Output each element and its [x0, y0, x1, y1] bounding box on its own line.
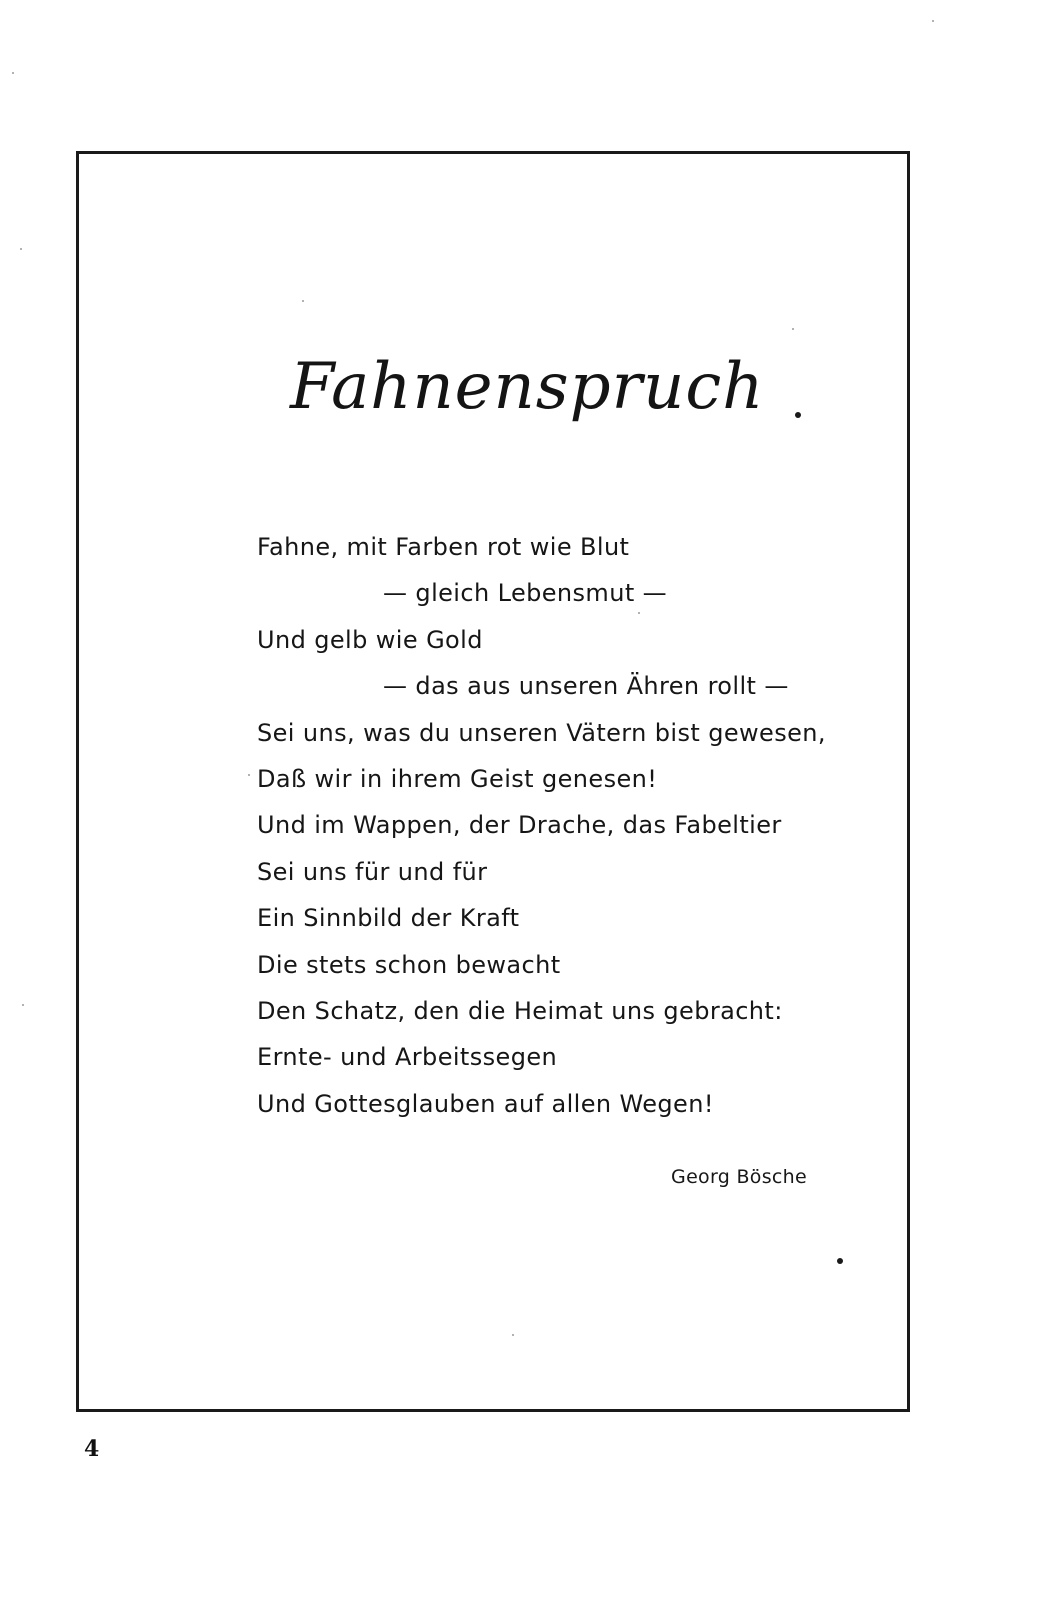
scan-speck [932, 20, 934, 22]
print-dot [837, 1258, 843, 1264]
poem-line: Fahne, mit Farben rot wie Blut [257, 533, 630, 561]
poem-line: Daß wir in ihrem Geist genesen! [257, 764, 658, 793]
print-dot [795, 412, 801, 418]
scan-speck [302, 300, 304, 302]
poem-line: Und Gottesglauben auf allen Wegen! [257, 1089, 714, 1118]
poem-line: Sei uns, was du unseren Vätern bist gewesen, [257, 718, 826, 747]
scan-speck [248, 774, 250, 776]
scan-speck [512, 1334, 514, 1336]
poem-author: Georg Bösche [671, 1166, 807, 1188]
poem-line: Die stets schon bewacht [257, 950, 561, 979]
scan-speck [638, 612, 640, 614]
scan-speck [22, 1004, 24, 1006]
scan-speck [20, 248, 22, 250]
poem-body [257, 524, 826, 1127]
poem-line: — das aus unseren Ähren rollt — [383, 672, 789, 701]
poem-line: Ernte- und Arbeitssegen [257, 1043, 558, 1072]
poem-line: Den Schatz, den die Heimat uns gebracht: [257, 996, 783, 1025]
poem-line: — gleich Lebensmut — [383, 579, 668, 608]
poem-line: Sei uns für und für [257, 857, 488, 886]
scan-speck [792, 328, 794, 330]
poem-line: Ein Sinnbild der Kraft [257, 904, 520, 933]
page-number: 4 [84, 1436, 100, 1462]
poem-title: Fahnenspruch [290, 350, 765, 424]
scan-speck [12, 72, 14, 74]
poem-line: Und im Wappen, der Drache, das Fabeltier [257, 811, 782, 840]
poem-line: Und gelb wie Gold [257, 625, 483, 654]
